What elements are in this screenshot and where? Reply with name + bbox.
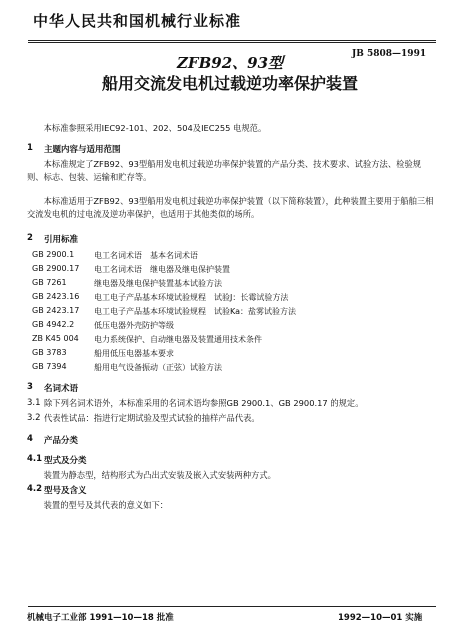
clause-3-2-number: 3.2 [27, 413, 41, 423]
reference-code: GB 2900.17 [32, 264, 80, 273]
section-1-paragraph-2: 本标准适用于ZFB92、93型船用发电机过载逆功率保护装置（以下简称装置），此种装置主要用于船舶三相交流发电机的过电流及逆功率保护，也适用于其他类似的场所。 [27, 196, 434, 219]
header-rule-thick [28, 40, 436, 41]
clause-4-2-paragraph: 装置的型号及其代表的意义如下： [43, 500, 169, 510]
clause-3-2-text: 代表性试品：指进行定期试验及型式试验的抽样产品代表。 [44, 413, 260, 423]
reference-code: ZB K45 004 [32, 334, 79, 343]
clause-4-2-number: 4.2 [27, 484, 43, 494]
reference-title: 船用低压电器基本要求 [94, 349, 174, 358]
reference-code: GB 7394 [32, 362, 67, 371]
reference-title: 电工名词术语 基本名词术语 [94, 251, 198, 260]
footer-rule [28, 606, 436, 607]
reference-title: 电工电子产品基本环境试验规程 试验Ka：盐雾试验方法 [94, 307, 297, 316]
header-rule-thin [28, 42, 436, 43]
clause-4-2-title: 型号及含义 [44, 486, 87, 496]
clause-4-1-paragraph: 装置为静态型，结构形式为凸出式安装及嵌入式安装两种方式。 [43, 470, 276, 480]
section-2-number: 2 [27, 233, 33, 243]
issuing-organization: 中华人民共和国机械行业标准 [33, 12, 242, 30]
reference-title: 船用电气设备振动（正弦）试验方法 [94, 363, 222, 372]
reference-title: 继电器及继电保护装置基本试验方法 [94, 279, 222, 288]
document-title: 船用交流发电机过载逆功率保护装置 [101, 74, 358, 93]
clause-3-1-text: 除下列名词术语外，本标准采用的名词术语均参照GB 2900.1、GB 2900.17 的规定。 [44, 398, 364, 408]
reference-title: 低压电器外壳防护等级 [94, 321, 174, 330]
reference-code: GB 2423.16 [32, 292, 80, 301]
reference-code: GB 2423.17 [32, 306, 80, 315]
reference-title: 电力系统保护、自动继电器及装置通用技术条件 [94, 335, 262, 344]
effective-date: 1992—10—01 实施 [338, 613, 423, 623]
intro-paragraph: 本标准参照采用IEC92-101、202、504及IEC255 电规范。 [43, 123, 267, 133]
section-1-number: 1 [27, 143, 33, 153]
section-2-title: 引用标准 [44, 235, 79, 245]
section-3-number: 3 [27, 382, 33, 392]
reference-title: 电工电子产品基本环境试验规程 试验J：长霉试验方法 [94, 293, 289, 302]
reference-code: GB 3783 [32, 348, 67, 357]
section-4-title: 产品分类 [44, 436, 79, 446]
section-3-title: 名词术语 [44, 384, 79, 394]
reference-title: 电工名词术语 继电器及继电保护装置 [94, 265, 230, 274]
reference-code: GB 2900.1 [32, 250, 75, 259]
section-1-title: 主题内容与适用范围 [44, 145, 121, 155]
product-model: ZFB92、93型 [176, 54, 284, 72]
reference-code: GB 7261 [32, 278, 67, 287]
clause-3-1-number: 3.1 [27, 398, 41, 408]
section-1-paragraph-1: 本标准规定了ZFB92、93型船用发电机过载逆功率保护装置的产品分类、技术要求、试验方法、检验规则、标志、包装、运输和贮存等。 [27, 159, 422, 182]
clause-4-1-title: 型式及分类 [44, 456, 87, 466]
approval-date: 机械电子工业部 1991—10—18 批准 [27, 613, 174, 623]
section-4-number: 4 [27, 434, 33, 444]
reference-code: GB 4942.2 [32, 320, 75, 329]
standard-number: JB 5808—1991 [352, 49, 427, 59]
clause-4-1-number: 4.1 [27, 454, 43, 464]
